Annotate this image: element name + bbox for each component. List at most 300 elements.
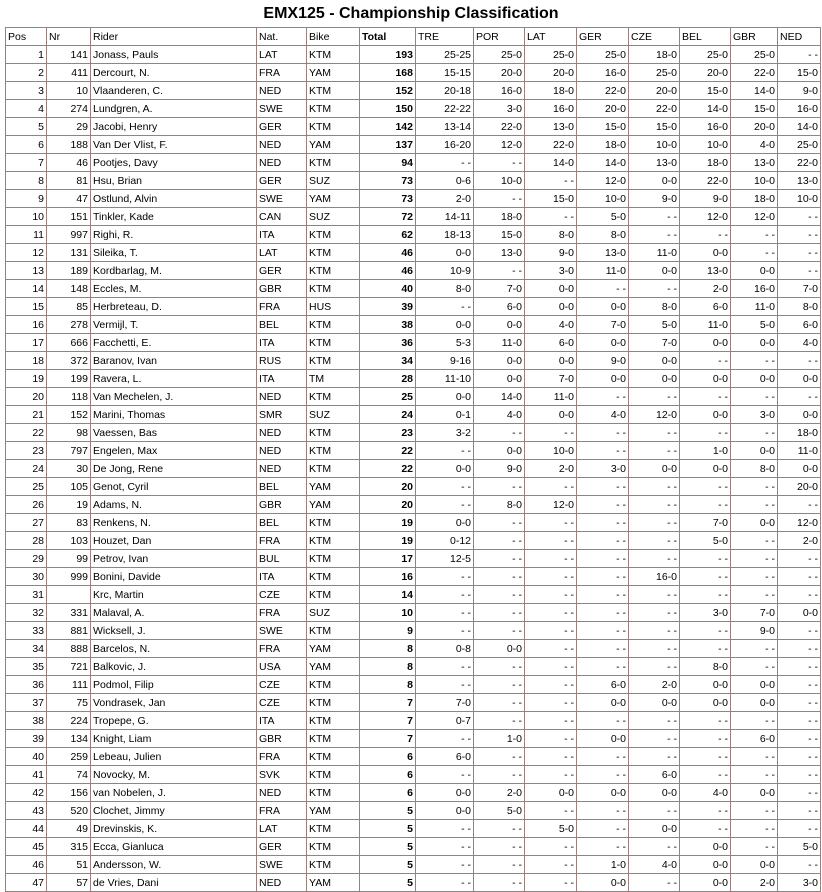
cze-cell: - - [629,496,680,514]
nr-cell: 85 [47,298,91,316]
nat-cell: NED [257,388,307,406]
lat-cell: 13-0 [525,118,577,136]
nat-cell: GER [257,118,307,136]
tre-cell: - - [416,766,474,784]
nr-cell: 372 [47,352,91,370]
por-cell: - - [474,676,525,694]
pos-cell: 10 [6,208,47,226]
rider-cell: Wicksell, J. [91,622,257,640]
rider-cell: Adams, N. [91,496,257,514]
por-cell: - - [474,424,525,442]
lat-cell: 0-0 [525,406,577,424]
cze-cell: 0-0 [629,694,680,712]
bike-cell: KTM [307,568,360,586]
ned-cell: - - [778,568,821,586]
total-cell: 7 [360,712,416,730]
rider-cell: Facchetti, E. [91,334,257,352]
nat-cell: SMR [257,406,307,424]
ger-cell: - - [577,496,629,514]
tre-cell: 0-0 [416,388,474,406]
ger-cell: - - [577,478,629,496]
total-cell: 5 [360,802,416,820]
nr-cell: 49 [47,820,91,838]
rider-cell: Andersson, W. [91,856,257,874]
rider-cell: Dercourt, N. [91,64,257,82]
ger-cell: 7-0 [577,316,629,334]
ger-cell: 0-0 [577,334,629,352]
pos-cell: 14 [6,280,47,298]
nr-cell: 19 [47,496,91,514]
nat-cell: LAT [257,244,307,262]
ger-cell: 13-0 [577,244,629,262]
pos-cell: 11 [6,226,47,244]
bel-cell: - - [680,730,731,748]
nr-cell: 134 [47,730,91,748]
tre-cell: - - [416,622,474,640]
cze-cell: - - [629,838,680,856]
cze-cell: 13-0 [629,154,680,172]
ger-cell: 25-0 [577,46,629,64]
table-row [6,118,821,136]
bel-cell: - - [680,640,731,658]
total-cell: 14 [360,586,416,604]
nr-cell: 148 [47,280,91,298]
header-row [6,28,821,46]
nr-cell: 520 [47,802,91,820]
bike-cell: YAM [307,64,360,82]
por-cell: - - [474,874,525,892]
gbr-cell: - - [731,424,778,442]
total-cell: 24 [360,406,416,424]
table-row [6,370,821,388]
bike-cell: KTM [307,694,360,712]
ger-cell: 16-0 [577,64,629,82]
cze-cell: 7-0 [629,334,680,352]
nr-cell: 131 [47,244,91,262]
bike-cell: KTM [307,748,360,766]
rider-cell: van Nobelen, J. [91,784,257,802]
nat-cell: SWE [257,100,307,118]
rider-cell: Houzet, Dan [91,532,257,550]
rider-cell: Lebeau, Julien [91,748,257,766]
lat-cell: 9-0 [525,244,577,262]
bike-cell: YAM [307,802,360,820]
total-cell: 38 [360,316,416,334]
rider-cell: Renkens, N. [91,514,257,532]
bel-cell: 0-0 [680,244,731,262]
ned-cell: - - [778,586,821,604]
rider-cell: Kordbarlag, M. [91,262,257,280]
tre-cell: 25-25 [416,46,474,64]
lat-cell: - - [525,856,577,874]
ger-cell: 0-0 [577,784,629,802]
bel-cell: 13-0 [680,262,731,280]
table-row [6,172,821,190]
nr-cell: 83 [47,514,91,532]
nr-cell: 47 [47,190,91,208]
table-row [6,532,821,550]
bike-cell: SUZ [307,406,360,424]
lat-cell: 20-0 [525,64,577,82]
nr-cell: 999 [47,568,91,586]
pos-cell: 19 [6,370,47,388]
total-cell: 8 [360,640,416,658]
table-row [6,424,821,442]
nat-cell: RUS [257,352,307,370]
bike-cell: KTM [307,442,360,460]
cze-cell: 6-0 [629,766,680,784]
nat-cell: FRA [257,748,307,766]
gbr-cell: 0-0 [731,694,778,712]
nr-cell: 411 [47,64,91,82]
ned-cell: - - [778,784,821,802]
bike-cell: KTM [307,334,360,352]
cze-cell: - - [629,586,680,604]
total-cell: 36 [360,334,416,352]
bel-cell: - - [680,766,731,784]
lat-cell: 2-0 [525,460,577,478]
total-cell: 20 [360,478,416,496]
cze-cell: 25-0 [629,64,680,82]
ned-cell: 22-0 [778,154,821,172]
col-header-bel: BEL [680,28,731,46]
tre-cell: 0-12 [416,532,474,550]
ger-cell: 1-0 [577,856,629,874]
lat-cell: - - [525,424,577,442]
gbr-cell: 4-0 [731,136,778,154]
ger-cell: 0-0 [577,694,629,712]
tre-cell: - - [416,298,474,316]
bel-cell: - - [680,622,731,640]
por-cell: 5-0 [474,802,525,820]
por-cell: 25-0 [474,46,525,64]
cze-cell: 4-0 [629,856,680,874]
ned-cell: 13-0 [778,172,821,190]
lat-cell: - - [525,586,577,604]
lat-cell: - - [525,766,577,784]
por-cell: - - [474,694,525,712]
table-row [6,694,821,712]
tre-cell: 6-0 [416,748,474,766]
bike-cell: KTM [307,352,360,370]
ger-cell: 14-0 [577,154,629,172]
bel-cell: 15-0 [680,82,731,100]
bel-cell: 0-0 [680,874,731,892]
lat-cell: - - [525,712,577,730]
total-cell: 25 [360,388,416,406]
bike-cell: KTM [307,316,360,334]
ger-cell: - - [577,820,629,838]
nat-cell: CZE [257,586,307,604]
cze-cell: - - [629,208,680,226]
rider-cell: Ostlund, Alvin [91,190,257,208]
pos-cell: 33 [6,622,47,640]
ger-cell: - - [577,640,629,658]
bel-cell: 12-0 [680,208,731,226]
pos-cell: 4 [6,100,47,118]
gbr-cell: - - [731,766,778,784]
pos-cell: 38 [6,712,47,730]
lat-cell: 15-0 [525,190,577,208]
bel-cell: 0-0 [680,856,731,874]
rider-cell: Barcelos, N. [91,640,257,658]
table-row [6,640,821,658]
table-row [6,550,821,568]
total-cell: 73 [360,190,416,208]
nr-cell: 141 [47,46,91,64]
total-cell: 7 [360,694,416,712]
nr-cell: 57 [47,874,91,892]
bike-cell: HUS [307,298,360,316]
rider-cell: Bonini, Davide [91,568,257,586]
por-cell: 0-0 [474,316,525,334]
bel-cell: 0-0 [680,334,731,352]
pos-cell: 37 [6,694,47,712]
gbr-cell: - - [731,820,778,838]
ger-cell: 15-0 [577,118,629,136]
bike-cell: SUZ [307,172,360,190]
ger-cell: - - [577,424,629,442]
table-row [6,622,821,640]
ned-cell: - - [778,226,821,244]
por-cell: 0-0 [474,442,525,460]
ned-cell: - - [778,712,821,730]
bike-cell: KTM [307,532,360,550]
nat-cell: FRA [257,604,307,622]
gbr-cell: - - [731,838,778,856]
cze-cell: 0-0 [629,352,680,370]
gbr-cell: 9-0 [731,622,778,640]
tre-cell: - - [416,874,474,892]
nat-cell: BEL [257,478,307,496]
por-cell: - - [474,586,525,604]
ned-cell: - - [778,622,821,640]
lat-cell: - - [525,658,577,676]
bike-cell: KTM [307,226,360,244]
bel-cell: 10-0 [680,136,731,154]
ned-cell: - - [778,730,821,748]
gbr-cell: - - [731,586,778,604]
nat-cell: NED [257,460,307,478]
ger-cell: 6-0 [577,676,629,694]
ned-cell: - - [778,262,821,280]
ger-cell: - - [577,766,629,784]
bel-cell: - - [680,802,731,820]
gbr-cell: - - [731,550,778,568]
nr-cell: 74 [47,766,91,784]
nr-cell: 29 [47,118,91,136]
nat-cell: GER [257,838,307,856]
total-cell: 142 [360,118,416,136]
ger-cell: - - [577,748,629,766]
tre-cell: 0-6 [416,172,474,190]
pos-cell: 2 [6,64,47,82]
cze-cell: - - [629,712,680,730]
gbr-cell: - - [731,478,778,496]
total-cell: 62 [360,226,416,244]
total-cell: 8 [360,658,416,676]
bike-cell: KTM [307,586,360,604]
cze-cell: 2-0 [629,676,680,694]
bike-cell: KTM [307,388,360,406]
pos-cell: 9 [6,190,47,208]
gbr-cell: 0-0 [731,262,778,280]
classification-table [5,27,821,892]
ned-cell: 11-0 [778,442,821,460]
rider-cell: Pootjes, Davy [91,154,257,172]
ned-cell: 12-0 [778,514,821,532]
gbr-cell: - - [731,748,778,766]
lat-cell: - - [525,622,577,640]
table-row [6,388,821,406]
bel-cell: - - [680,568,731,586]
por-cell: 11-0 [474,334,525,352]
table-row [6,352,821,370]
nr-cell: 81 [47,172,91,190]
rider-cell: Tropepe, G. [91,712,257,730]
table-row [6,568,821,586]
gbr-cell: 12-0 [731,208,778,226]
gbr-cell: 10-0 [731,172,778,190]
ned-cell: 10-0 [778,190,821,208]
tre-cell: 12-5 [416,550,474,568]
lat-cell: - - [525,640,577,658]
nr-cell: 278 [47,316,91,334]
table-row [6,838,821,856]
table-row [6,406,821,424]
lat-cell: 18-0 [525,82,577,100]
lat-cell: - - [525,802,577,820]
table-row [6,658,821,676]
gbr-cell: - - [731,802,778,820]
lat-cell: - - [525,532,577,550]
bel-cell: 0-0 [680,370,731,388]
por-cell: - - [474,550,525,568]
page-title: EMX125 - Championship Classification [263,5,559,22]
lat-cell: 0-0 [525,280,577,298]
table-row [6,478,821,496]
nr-cell: 30 [47,460,91,478]
bel-cell: 0-0 [680,406,731,424]
por-cell: - - [474,838,525,856]
tre-cell: 11-10 [416,370,474,388]
lat-cell: - - [525,478,577,496]
lat-cell: 0-0 [525,352,577,370]
por-cell: 0-0 [474,640,525,658]
pos-cell: 27 [6,514,47,532]
gbr-cell: - - [731,568,778,586]
ned-cell: 14-0 [778,118,821,136]
pos-cell: 26 [6,496,47,514]
nat-cell: GER [257,172,307,190]
tre-cell: - - [416,586,474,604]
ger-cell: 12-0 [577,172,629,190]
pos-cell: 24 [6,460,47,478]
pos-cell: 36 [6,676,47,694]
bike-cell: KTM [307,712,360,730]
nat-cell: ITA [257,226,307,244]
total-cell: 168 [360,64,416,82]
rider-cell: Malaval, A. [91,604,257,622]
cze-cell: - - [629,730,680,748]
tre-cell: 18-13 [416,226,474,244]
pos-cell: 39 [6,730,47,748]
table-body [6,46,821,892]
pos-cell: 3 [6,82,47,100]
rider-cell: Hsu, Brian [91,172,257,190]
nat-cell: USA [257,658,307,676]
cze-cell: - - [629,748,680,766]
gbr-cell: 0-0 [731,784,778,802]
total-cell: 9 [360,622,416,640]
bike-cell: YAM [307,136,360,154]
col-header-pos: Pos [6,28,47,46]
ned-cell: 9-0 [778,82,821,100]
table-row [6,514,821,532]
col-header-nr: Nr [47,28,91,46]
cze-cell: - - [629,226,680,244]
lat-cell: 12-0 [525,496,577,514]
nat-cell: FRA [257,532,307,550]
cze-cell: - - [629,388,680,406]
gbr-cell: 25-0 [731,46,778,64]
cze-cell: - - [629,442,680,460]
rider-cell: Knight, Liam [91,730,257,748]
gbr-cell: 0-0 [731,334,778,352]
cze-cell: - - [629,604,680,622]
por-cell: 2-0 [474,784,525,802]
ned-cell: 25-0 [778,136,821,154]
gbr-cell: - - [731,712,778,730]
ned-cell: 20-0 [778,478,821,496]
por-cell: 10-0 [474,172,525,190]
por-cell: 22-0 [474,118,525,136]
bel-cell: 5-0 [680,532,731,550]
por-cell: 0-0 [474,370,525,388]
ned-cell: - - [778,748,821,766]
nr-cell: 151 [47,208,91,226]
pos-cell: 31 [6,586,47,604]
bike-cell: KTM [307,46,360,64]
por-cell: - - [474,622,525,640]
ned-cell: 3-0 [778,874,821,892]
table-row [6,82,821,100]
bike-cell: KTM [307,838,360,856]
bike-cell: YAM [307,190,360,208]
gbr-cell: - - [731,640,778,658]
rider-cell: Baranov, Ivan [91,352,257,370]
ned-cell: - - [778,802,821,820]
gbr-cell: 20-0 [731,118,778,136]
cze-cell: - - [629,478,680,496]
lat-cell: 4-0 [525,316,577,334]
por-cell: - - [474,568,525,586]
gbr-cell: 16-0 [731,280,778,298]
por-cell: 13-0 [474,244,525,262]
total-cell: 19 [360,514,416,532]
bike-cell: KTM [307,460,360,478]
table-row [6,154,821,172]
pos-cell: 25 [6,478,47,496]
col-header-rider: Rider [91,28,257,46]
table-row [6,766,821,784]
col-header-total: Total [360,28,416,46]
lat-cell: - - [525,694,577,712]
tre-cell: 0-0 [416,802,474,820]
nr-cell: 997 [47,226,91,244]
rider-cell: Lundgren, A. [91,100,257,118]
ger-cell: - - [577,442,629,460]
